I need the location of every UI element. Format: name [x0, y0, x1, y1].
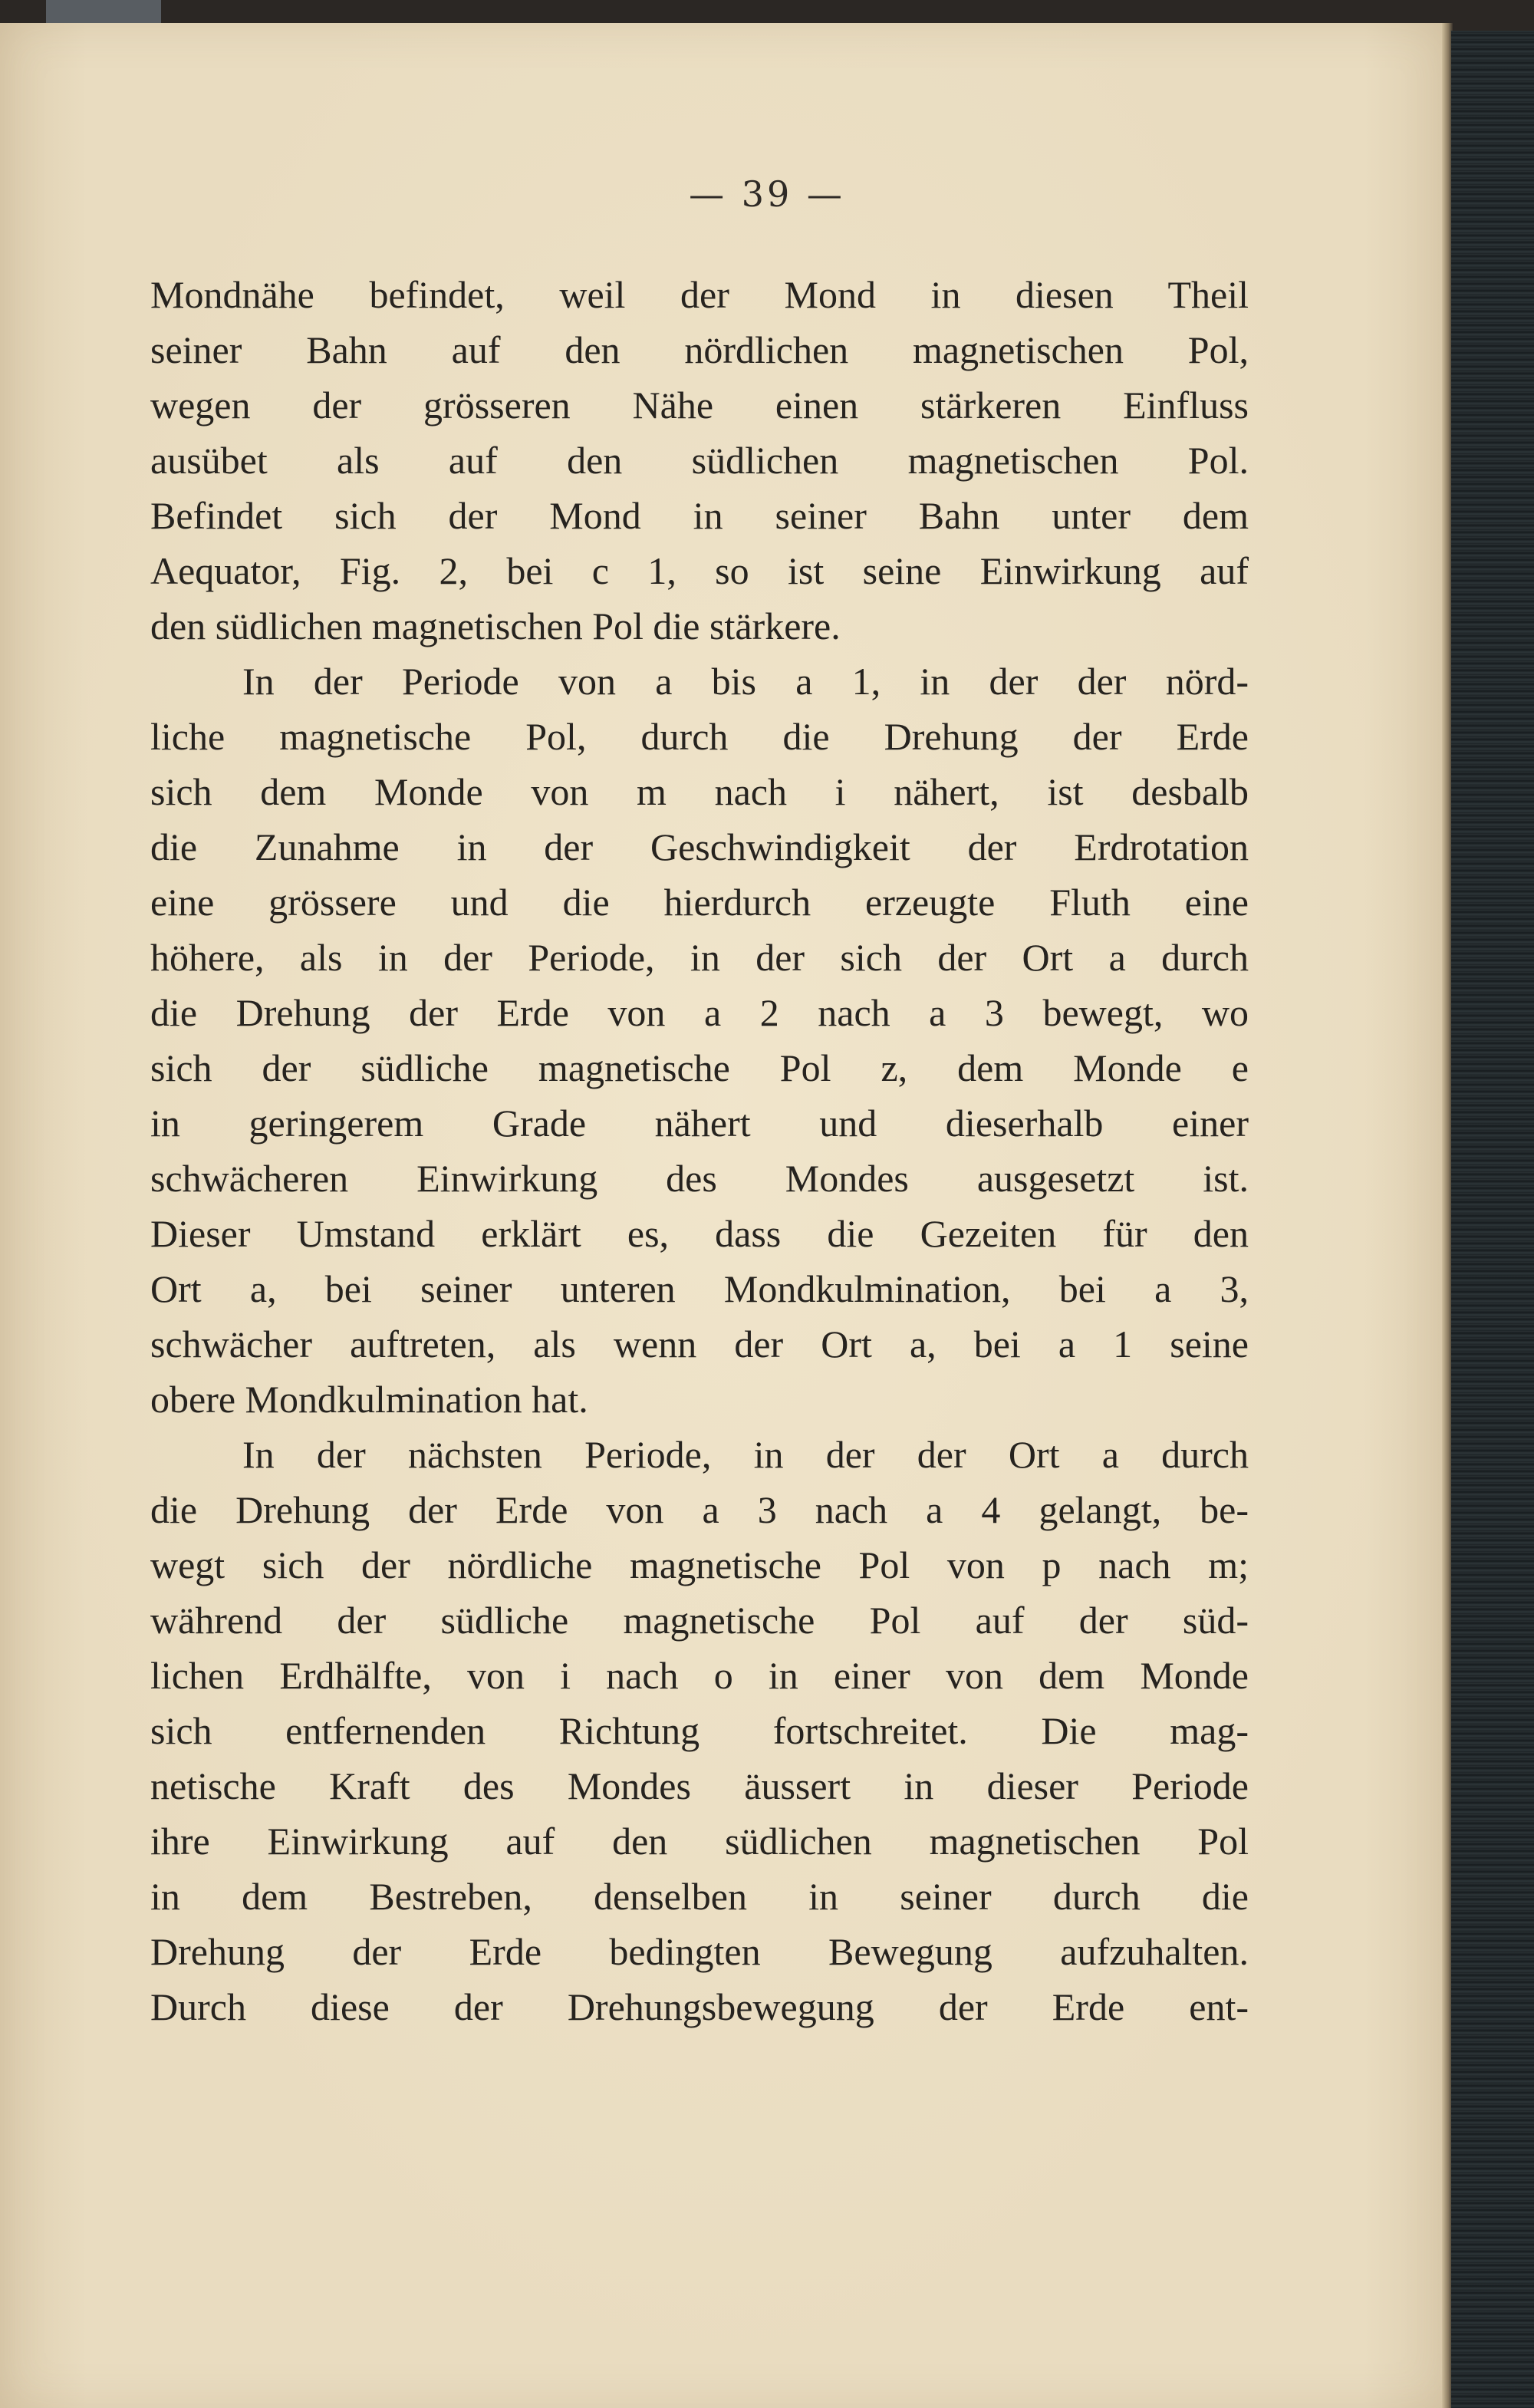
text-line: sich der südliche magnetische Pol z, dem Monde e: [150, 1046, 1249, 1089]
text-line: liche magnetische Pol, durch die Drehung der Erde: [150, 715, 1249, 758]
text-line: Ort a, bei seiner unteren Mondkulmination, bei a 3,: [150, 1267, 1249, 1310]
text-line: Drehung der Erde bedingten Bewegung aufzuhalten.: [150, 1930, 1249, 1973]
text-line: lichen Erdhälfte, von i nach o in einer von dem Monde: [150, 1654, 1249, 1697]
scan-corner-mark: [46, 0, 161, 26]
text-line: sich entfernenden Richtung fortschreitet. Die mag-: [150, 1709, 1249, 1752]
text-line: schwächeren Einwirkung des Mondes ausgesetzt ist.: [150, 1157, 1249, 1200]
body-text: [150, 267, 1249, 2034]
text-line: in dem Bestreben, denselben in seiner durch die: [150, 1875, 1249, 1918]
text-line: in geringerem Grade nähert und dieserhalb einer: [150, 1102, 1249, 1145]
text-line: schwächer auftreten, als wenn der Ort a, bei a 1 seine: [150, 1323, 1249, 1365]
text-line: die Drehung der Erde von a 3 nach a 4 gelangt, be-: [150, 1488, 1249, 1531]
text-line: die Drehung der Erde von a 2 nach a 3 bewegt, wo: [150, 991, 1249, 1034]
text-line: die Zunahme in der Geschwindigkeit der Erdrotation: [150, 825, 1249, 868]
text-line: wegen der grösseren Nähe einen stärkeren Einfluss: [150, 384, 1249, 427]
text-line: obere Mondkulmination hat.: [150, 1378, 588, 1421]
text-line: ausübet als auf den südlichen magnetischen Pol.: [150, 439, 1249, 482]
text-line: Mondnähe befindet, weil der Mond in diesen Theil: [150, 273, 1249, 316]
text-line: höhere, als in der Periode, in der sich der Ort a durch: [150, 936, 1249, 979]
text-line: den südlichen magnetischen Pol die stärkere.: [150, 604, 841, 647]
book-binding: [1451, 31, 1534, 2408]
text-line: In der nächsten Periode, in der der Ort a durch: [242, 1433, 1249, 1476]
text-line: Durch diese der Drehungsbewegung der Erde ent-: [150, 1985, 1249, 2028]
text-line: eine grössere und die hierdurch erzeugte Fluth eine: [150, 881, 1249, 924]
page-number: — 39 —: [689, 173, 845, 215]
text-line: seiner Bahn auf den nördlichen magnetischen Pol,: [150, 328, 1249, 371]
text-line: netische Kraft des Mondes äussert in dieser Periode: [150, 1764, 1249, 1807]
text-line: während der südliche magnetische Pol auf der süd-: [150, 1599, 1249, 1642]
text-line: Aequator, Fig. 2, bei c 1, so ist seine Einwirkung auf: [150, 549, 1249, 592]
text-line: Dieser Umstand erklärt es, dass die Gezeiten für den: [150, 1212, 1249, 1255]
text-line: wegt sich der nördliche magnetische Pol von p nach m;: [150, 1543, 1249, 1586]
text-line: sich dem Monde von m nach i nähert, ist desbalb: [150, 770, 1249, 813]
text-line: ihre Einwirkung auf den südlichen magnetischen Pol: [150, 1820, 1249, 1863]
text-line: In der Periode von a bis a 1, in der der nörd-: [242, 660, 1249, 703]
text-line: Befindet sich der Mond in seiner Bahn unter dem: [150, 494, 1249, 537]
